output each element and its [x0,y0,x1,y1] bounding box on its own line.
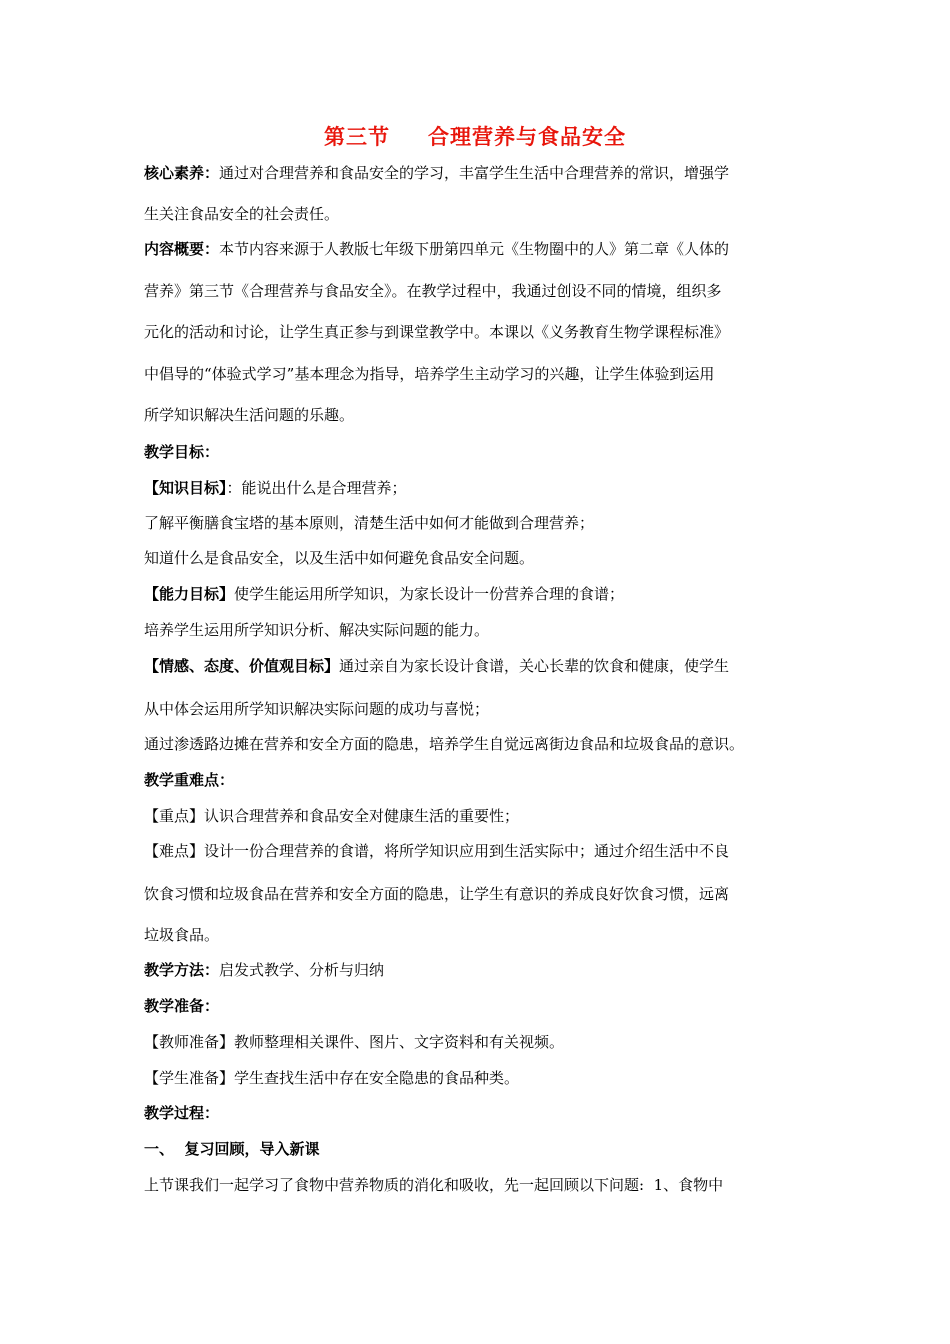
emotion-goal-line-3: 通过渗透路边摊在营养和安全方面的隐患，培养学生自觉远离街边食品和垃圾食品的意识。 [144,735,745,753]
teaching-goals-heading: 教学目标： [144,443,220,461]
process-heading: 教学过程： [144,1104,220,1122]
overview-line-4: 中倡导的“体验式学习”基本理念为指导，培养学生主动学习的兴趣，让学生体验到运用 [144,365,715,383]
emotion-goal-label: 【情感、态度、价值观目标】 [144,657,340,675]
key-point-label: 【重点】 [144,807,205,825]
difficulty-line-2: 饮食习惯和垃圾食品在营养和安全方面的隐患，让学生有意识的养成良好饮食习惯，远离 [144,885,730,903]
knowledge-goal-label: 【知识目标】 [144,479,227,497]
overview-label: 内容概要： [144,240,220,258]
title-topic: 合理营养与食品安全 [428,125,626,149]
difficulty-label: 【难点】 [144,842,205,860]
ability-goal-label: 【能力目标】 [144,585,235,603]
overview-line-1: 内容概要：本节内容来源于人教版七年级下册第四单元《生物圈中的人》第二章《人体的 [144,240,730,258]
overview-line-3: 元化的活动和讨论，让学生真正参与到课堂教学中。本课以《义务教育生物学课程标准》 [144,323,730,341]
teacher-prep-line: 【教师准备】教师整理相关课件、图片、文字资料和有关视频。 [144,1033,565,1051]
teacher-prep-label: 【教师准备】 [144,1033,235,1051]
core-literacy-line-2: 生关注食品安全的社会责任。 [144,205,340,223]
knowledge-goal-line-3: 知道什么是食品安全，以及生活中如何避免食品安全问题。 [144,549,535,567]
emotion-goal-line-2: 从中体会运用所学知识解决实际问题的成功与喜悦； [144,700,490,718]
overview-line-5: 所学知识解决生活问题的乐趣。 [144,406,355,424]
process-line-1: 上节课我们一起学习了食物中营养物质的消化和吸收，先一起回顾以下问题: 1、食物中 [144,1176,724,1194]
ability-goal-line-2: 培养学生运用所学知识分析、解决实际问题的能力。 [144,621,490,639]
page-title [0,121,950,151]
teaching-method-line: 教学方法：启发式教学、分析与归纳 [144,961,385,979]
core-literacy-line-1: 核心素养：通过对合理营养和食品安全的学习，丰富学生生活中合理营养的常识，增强学 [144,164,730,182]
preparation-heading: 教学准备： [144,997,220,1015]
process-step-1-heading: 一、 复习回顾，导入新课 [144,1140,320,1158]
student-prep-label: 【学生准备】 [144,1069,235,1087]
overview-line-2: 营养》第三节《合理营养与食品安全》。在教学过程中，我通过创设不同的情境，组织多 [144,282,722,300]
emotion-goal-line-1: 【情感、态度、价值观目标】通过亲自为家长设计食谱，关心长辈的饮食和健康，使学生 [144,657,730,675]
title-section-number: 第三节 [324,125,390,149]
difficulty-line-1: 【难点】设计一份合理营养的食谱，将所学知识应用到生活实际中；通过介绍生活中不良 [144,842,730,860]
knowledge-goal-line-2: 了解平衡膳食宝塔的基本原则，清楚生活中如何才能做到合理营养； [144,514,595,532]
difficulty-line-3: 垃圾食品。 [144,926,220,944]
student-prep-line: 【学生准备】学生查找生活中存在安全隐患的食品种类。 [144,1069,520,1087]
key-points-heading: 教学重难点： [144,771,235,789]
core-literacy-label: 核心素养： [144,164,220,182]
key-point-line: 【重点】认识合理营养和食品安全对健康生活的重要性； [144,807,520,825]
knowledge-goal-line-1: 【知识目标】：能说出什么是合理营养； [144,479,407,497]
ability-goal-line-1: 【能力目标】使学生能运用所学知识，为家长设计一份营养合理的食谱； [144,585,625,603]
teaching-method-label: 教学方法： [144,961,220,979]
